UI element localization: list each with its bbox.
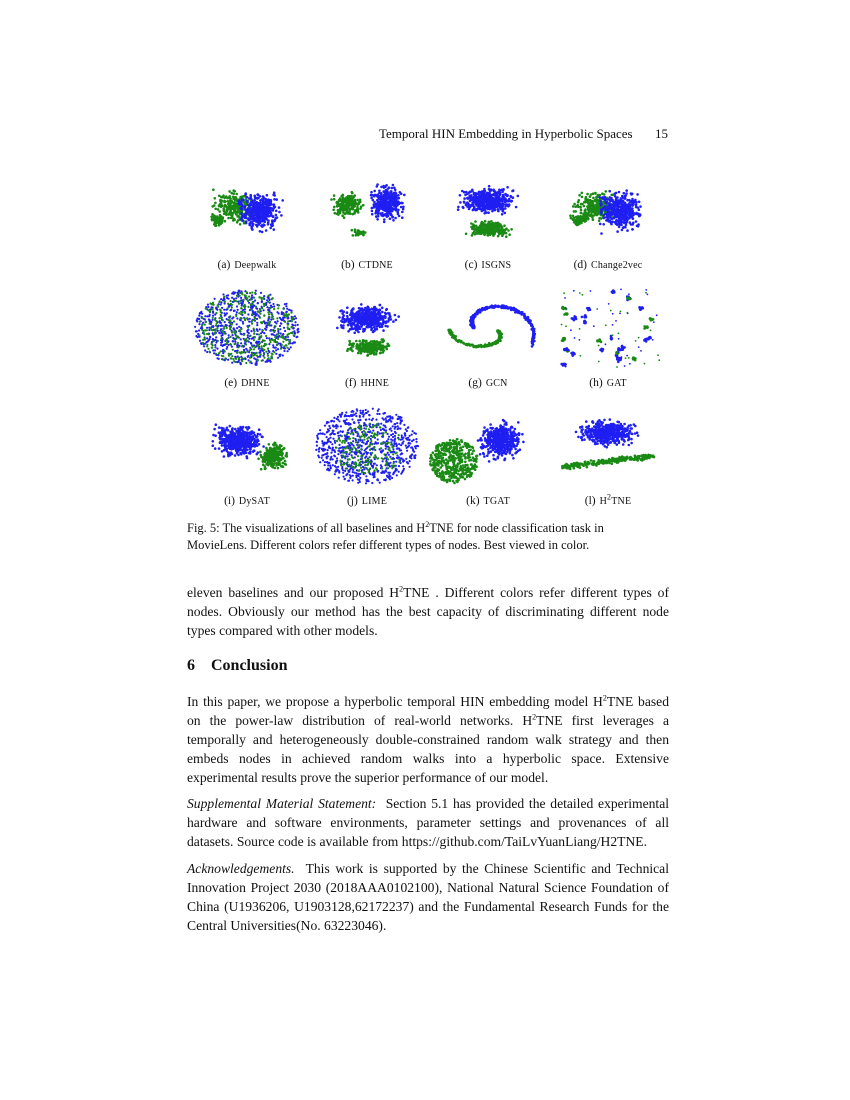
paragraph-results: eleven baselines and our proposed $H^2TNE$ . Different colors refer different types of nodes. Obviously our method has the best capacity of discriminating different node types compared with other models. — [187, 584, 669, 638]
panel-label — [548, 492, 668, 507]
panel-label — [307, 259, 427, 271]
panel-letter: (f) — [344, 377, 357, 389]
panel-method-name: DySAT — [238, 496, 270, 507]
figure-panel — [187, 401, 307, 507]
panel-letter: (k) — [466, 495, 480, 507]
panel-letter: (h) — [589, 377, 603, 389]
panel-letter: (e) — [224, 377, 238, 389]
panel-method-name: TGAT — [483, 496, 510, 507]
figure-panel — [428, 283, 548, 389]
figure-panel — [548, 283, 668, 389]
panel-label — [548, 259, 668, 271]
figure-panel — [187, 283, 307, 389]
figure-panel — [187, 165, 307, 271]
panel-label — [187, 377, 307, 389]
panel-letter: (j) — [346, 495, 358, 507]
figure-caption: Fig. 5: The visualizations of all baselines and $H^2TNE$ for node classification task in MovieLens. Different colors refer different types of nodes. Best viewed in color. — [187, 519, 604, 552]
scatter-plot — [548, 401, 668, 491]
panel-letter: (g) — [468, 377, 482, 389]
paragraph-acknowledgements: Acknowledgements. This work is supported by the Chinese Scientific and Technical Innovation Project 2030 (2018AAA0102100), National Natural Science Foundation of China (U1936206, U1903128,62172237) and the Fundamental Research Funds for the Central Universities(No. 63223046). — [187, 861, 669, 933]
paragraph-conclusion: In this paper, we propose a hyperbolic temporal HIN embedding model $H^2TNE$ based on the power-law distribution of real-world networks. $H^2TNE$ first leverages a temporally and heterogeneously double-constrained random walk strategy and then embeds nodes in achieved random walks into a hyperbolic space. Extensive experimental results prove the superior performance of our model. — [187, 693, 669, 785]
scatter-plot — [187, 401, 307, 491]
panel-letter: (d) — [573, 259, 587, 271]
panel-method-name: DHNE — [241, 378, 270, 389]
panel-label — [187, 495, 307, 507]
scatter-plot — [428, 283, 548, 373]
panel-label — [187, 259, 307, 271]
scatter-plot — [548, 165, 668, 255]
figure-panel — [307, 283, 427, 389]
panel-label — [307, 377, 427, 389]
scatter-plot — [307, 165, 427, 255]
figure-panel — [548, 401, 668, 507]
paragraph-supplemental: Supplemental Material Statement: Section 5.1 has provided the detailed experimental hardware and software environments, parameter settings and provenances of all datasets. Source code is available from https://github.com/TaiLvYuanLiang/H2TNE. — [187, 796, 669, 849]
panel-letter: (b) — [341, 259, 355, 271]
panel-letter: (c) — [464, 259, 478, 271]
panel-method-name: HHNE — [360, 378, 390, 389]
panel-label — [428, 495, 548, 507]
panel-label — [428, 377, 548, 389]
panel-label — [428, 259, 548, 271]
running-title: Temporal HIN Embedding in Hyperbolic Spaces — [379, 126, 633, 141]
panel-letter: (i) — [224, 495, 235, 507]
panel-letter: (a) — [217, 259, 231, 271]
scatter-plot — [307, 401, 427, 491]
figure-panel — [428, 401, 548, 507]
panel-label — [548, 377, 668, 389]
scatter-plot — [307, 283, 427, 373]
panel-method-name: $H^2TNE$ — [599, 492, 632, 507]
panel-method-name: CTDNE — [358, 260, 393, 271]
scatter-plot — [428, 165, 548, 255]
panel-method-name: LIME — [361, 496, 388, 507]
scatter-plot — [187, 283, 307, 373]
figure-panel — [428, 165, 548, 271]
panel-label — [307, 495, 427, 507]
scatter-plot — [428, 401, 548, 491]
panel-method-name: GAT — [606, 378, 627, 389]
scatter-plot — [187, 165, 307, 255]
panel-letter: (l) — [584, 495, 596, 507]
panel-method-name: ISGNS — [481, 260, 512, 271]
figure-panel — [307, 401, 427, 507]
section-heading: 6 Conclusion — [187, 657, 288, 674]
figure-panel — [307, 165, 427, 271]
figure-panel — [548, 165, 668, 271]
scatter-plot — [548, 283, 668, 373]
panel-method-name: Deepwalk — [234, 260, 277, 271]
panel-method-name: Change2vec — [590, 260, 643, 271]
page-number: 15 — [655, 126, 668, 141]
panel-method-name: GCN — [485, 378, 508, 389]
